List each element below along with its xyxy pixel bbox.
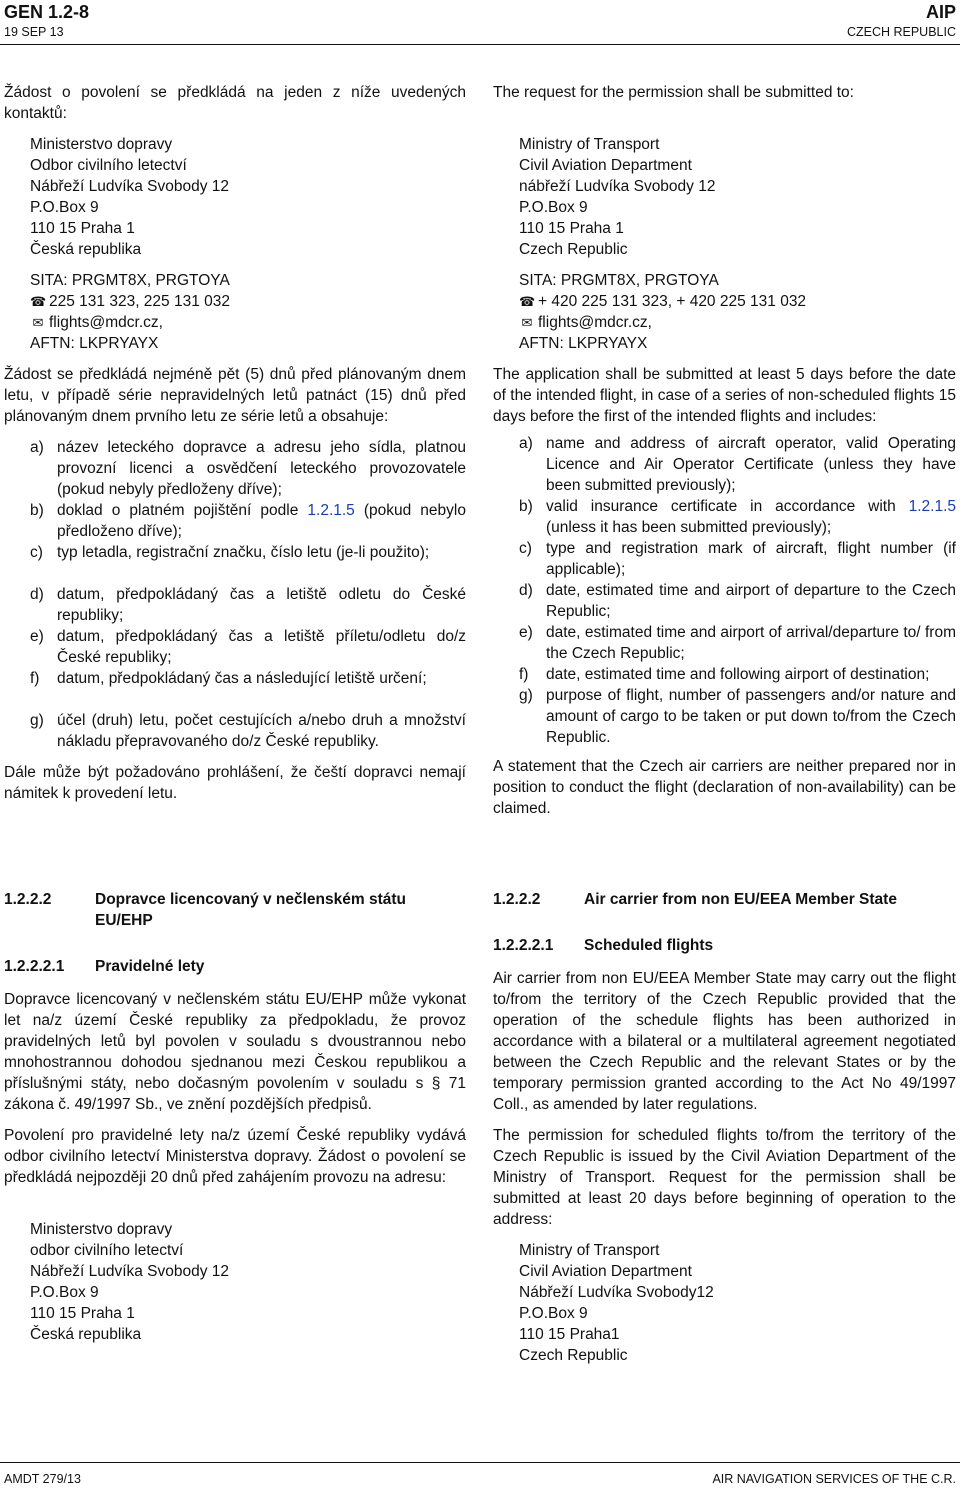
address-line: Nábřeží Ludvíka Svobody 12	[30, 1263, 230, 1280]
english-column-section	[493, 889, 956, 1376]
list-item: e) datum, předpokládaný čas a letiště příletu/odletu do/z České republiky;	[30, 628, 466, 666]
contact-block	[4, 134, 466, 260]
phone-icon: ☎	[30, 294, 47, 309]
address-line: Ministry of Transport	[519, 136, 660, 153]
subsection-heading	[493, 935, 956, 956]
statement-text: A statement that the Czech air carriers are neither prepared nor in position to conduct the flight (declaration of non-availability) can be claimed.	[493, 758, 956, 817]
requirements-list	[4, 437, 466, 752]
address-line: Ministerstvo dopravy	[30, 1221, 173, 1238]
list-spacer	[4, 563, 466, 584]
contact-block	[493, 134, 956, 260]
phone-numbers: + 420 225 131 323, + 420 225 131 032	[538, 293, 807, 310]
address-line: Česká republika	[30, 1326, 142, 1343]
address-line: Nábřeží Ludvíka Svobody12	[519, 1284, 714, 1301]
section-number: 1.2.2.2	[493, 891, 541, 908]
subsection-title: Pravidelné lety	[95, 958, 205, 975]
address-line: Odbor civilního letectví	[30, 157, 187, 174]
list-item: a) název leteckého dopravce a adresu jeho sídla, platnou provozní licenci a osvědčení leteckého provozovatele (pokud nebyly předloženy dříve);	[30, 439, 466, 498]
permission-text: Povolení pro pravidelné lety na/z území České republiky vydává odbor civilního letectví Ministerstva dopravy. Žádost o povolení se předkládá nejpozději 20 dnů před zahájením provozu na adresu:	[4, 1127, 466, 1186]
scheduled-text: Dopravce licencovaný v nečlenském státu EU/EHP může vykonat let na/z území České republiky za předpokladu, že provoz pravidelných letů byl povolen v souladu s dvoustrannou nebo mnohostrannou dohodou sjednanou mezi Českou republikou a příslušnými státy, nebo dočasným povolením v souladu s § 71 zákona č. 49/1997 Sb., ve znění pozdějších předpisů.	[4, 991, 466, 1113]
list-item: f) datum, předpokládaný čas a následující letiště určení;	[30, 670, 427, 687]
email-address[interactable]: flights@mdcr.cz,	[49, 314, 163, 331]
address-line: 110 15 Praha1	[519, 1326, 620, 1343]
section-reference-link[interactable]: 1.2.1.5	[908, 498, 956, 515]
address-line: Nábřeží Ludvíka Svobody 12	[30, 178, 230, 195]
statement-text: Dále může být požadováno prohlášení, že čeští dopravci nemají námitek k provedení letu.	[4, 764, 466, 802]
address-line: P.O.Box 9	[519, 1305, 588, 1322]
czech-column-section	[4, 889, 466, 1355]
list-item: b) doklad o platném pojištění podle 1.2.1.5 (pokud nebylo předloženo dříve);	[30, 502, 466, 540]
english-column	[493, 82, 956, 829]
address-line: P.O.Box 9	[519, 199, 588, 216]
address-line: Civil Aviation Department	[519, 1263, 692, 1280]
sita-line: SITA: PRGMT8X, PRGTOYA	[519, 272, 719, 289]
country-name: CZECH REPUBLIC	[846, 25, 956, 39]
section-title: Air carrier from non EU/EEA Member State	[584, 891, 897, 908]
address-line: Czech Republic	[519, 241, 628, 258]
address-block	[493, 1240, 956, 1366]
list-item: f) date, estimated time and following airport of destination;	[519, 666, 930, 683]
scheduled-text: Air carrier from non EU/EEA Member State may carry out the flight to/from the territory of the Czech Republic provided that the operation of the schedule flights has been authorized in accordance with a bilateral or a multilateral agreement negotiated between the Czech Republic and the relevant States or by the temporary permission granted according to the Act No 49/1997 Coll., as amended by later regulations.	[493, 970, 956, 1113]
address-line: P.O.Box 9	[30, 199, 99, 216]
phone-icon: ☎	[519, 294, 536, 309]
sita-line: SITA: PRGMT8X, PRGTOYA	[30, 272, 230, 289]
subsection-title: Scheduled flights	[584, 937, 714, 954]
email-address[interactable]: flights@mdcr.cz,	[538, 314, 652, 331]
header-divider	[0, 44, 960, 45]
czech-column	[4, 82, 466, 814]
intro-text: Žádost o povolení se předkládá na jeden z níže uvedených kontaktů:	[4, 84, 466, 122]
list-item: c) type and registration mark of aircraft, flight number (if applicable);	[519, 540, 956, 578]
phone-line	[30, 291, 466, 312]
address-line: 110 15 Praha 1	[519, 220, 624, 237]
envelope-icon: ✉	[521, 315, 533, 330]
address-line: odbor civilního letectví	[30, 1242, 184, 1259]
list-item: c) typ letadla, registrační značku, číslo letu (je-li použito);	[30, 544, 430, 561]
email-line	[30, 312, 466, 333]
section-heading	[493, 889, 956, 910]
list-item: a) name and address of aircraft operator, valid Operating Licence and Air Operator Certificate (unless they have been submitted previously);	[519, 435, 956, 494]
address-line: Ministerstvo dopravy	[30, 136, 173, 153]
phone-numbers: 225 131 323, 225 131 032	[49, 293, 231, 310]
address-line: Civil Aviation Department	[519, 157, 692, 174]
application-text: The application shall be submitted at least 5 days before the date of the intended flight, in case of a series of non-scheduled flights 15 days before the first of the intended flights and includes:	[493, 366, 956, 425]
footer-divider	[0, 1462, 960, 1463]
publication-name: AIP	[925, 2, 956, 22]
email-line	[519, 312, 956, 333]
intro-text: The request for the permission shall be submitted to:	[493, 84, 854, 101]
communication-block	[4, 270, 466, 354]
section-number: 1.2.2.2	[4, 891, 52, 908]
communication-block	[493, 270, 956, 354]
subsection-heading	[4, 956, 466, 977]
page-id: GEN 1.2-8	[4, 2, 90, 22]
publication-date: 19 SEP 13	[4, 25, 64, 39]
address-line: Ministry of Transport	[519, 1242, 660, 1259]
list-item: g) purpose of flight, number of passengers and/or nature and amount of cargo to be taken or put down to/from the Czech Republic.	[519, 687, 956, 746]
page-header-right	[847, 2, 956, 40]
list-item: e) date, estimated time and airport of arrival/departure to/ from the Czech Republic;	[519, 624, 956, 662]
section-reference-link[interactable]: 1.2.1.5	[307, 502, 355, 519]
address-block	[4, 1219, 466, 1345]
address-line: 110 15 Praha 1	[30, 220, 135, 237]
permission-text: The permission for scheduled flights to/from the territory of the Czech Republic is issued by the Civil Aviation Department of the Ministry of Transport. Request for the permission shall be submitted at least 20 days before beginning of operation to the address:	[493, 1127, 956, 1228]
list-item: d) date, estimated time and airport of departure to the Czech Republic;	[519, 582, 956, 620]
subsection-number: 1.2.2.2.1	[4, 958, 65, 975]
list-item: b) valid insurance certificate in accordance with 1.2.1.5 (unless it has been submitted previously);	[519, 498, 956, 536]
section-title: Dopravce licencovaný v nečlenském státu EU/EHP	[95, 891, 407, 929]
address-line: Česká republika	[30, 241, 142, 258]
requirements-list	[493, 433, 956, 748]
envelope-icon: ✉	[32, 315, 44, 330]
subsection-number: 1.2.2.2.1	[493, 937, 554, 954]
list-spacer	[4, 689, 466, 710]
list-item: g) účel (druh) letu, počet cestujících a/nebo druh a množství nákladu přepravovaného do/z České republiky.	[30, 712, 466, 750]
address-line: Czech Republic	[519, 1347, 628, 1364]
address-line: 110 15 Praha 1	[30, 1305, 135, 1322]
publisher-name: AIR NAVIGATION SERVICES OF THE C.R.	[712, 1472, 956, 1486]
application-text: Žádost se předkládá nejméně pět (5) dnů před plánovaným dnem letu, v případě série nepravidelných letů patnáct (15) dnů před plánovaným dnem prvního letu ze série letů a obsahuje:	[4, 366, 466, 425]
address-line: P.O.Box 9	[30, 1284, 99, 1301]
aftn-line: AFTN: LKPRYAYX	[30, 335, 159, 352]
list-item: d) datum, předpokládaný čas a letiště odletu do České republiky;	[30, 586, 466, 624]
section-heading	[4, 889, 466, 931]
page-header-left	[4, 2, 89, 40]
phone-line	[519, 291, 956, 312]
address-line: nábřeží Ludvíka Svobody 12	[519, 178, 716, 195]
aftn-line: AFTN: LKPRYAYX	[519, 335, 648, 352]
amendment-number: AMDT 279/13	[4, 1472, 81, 1486]
